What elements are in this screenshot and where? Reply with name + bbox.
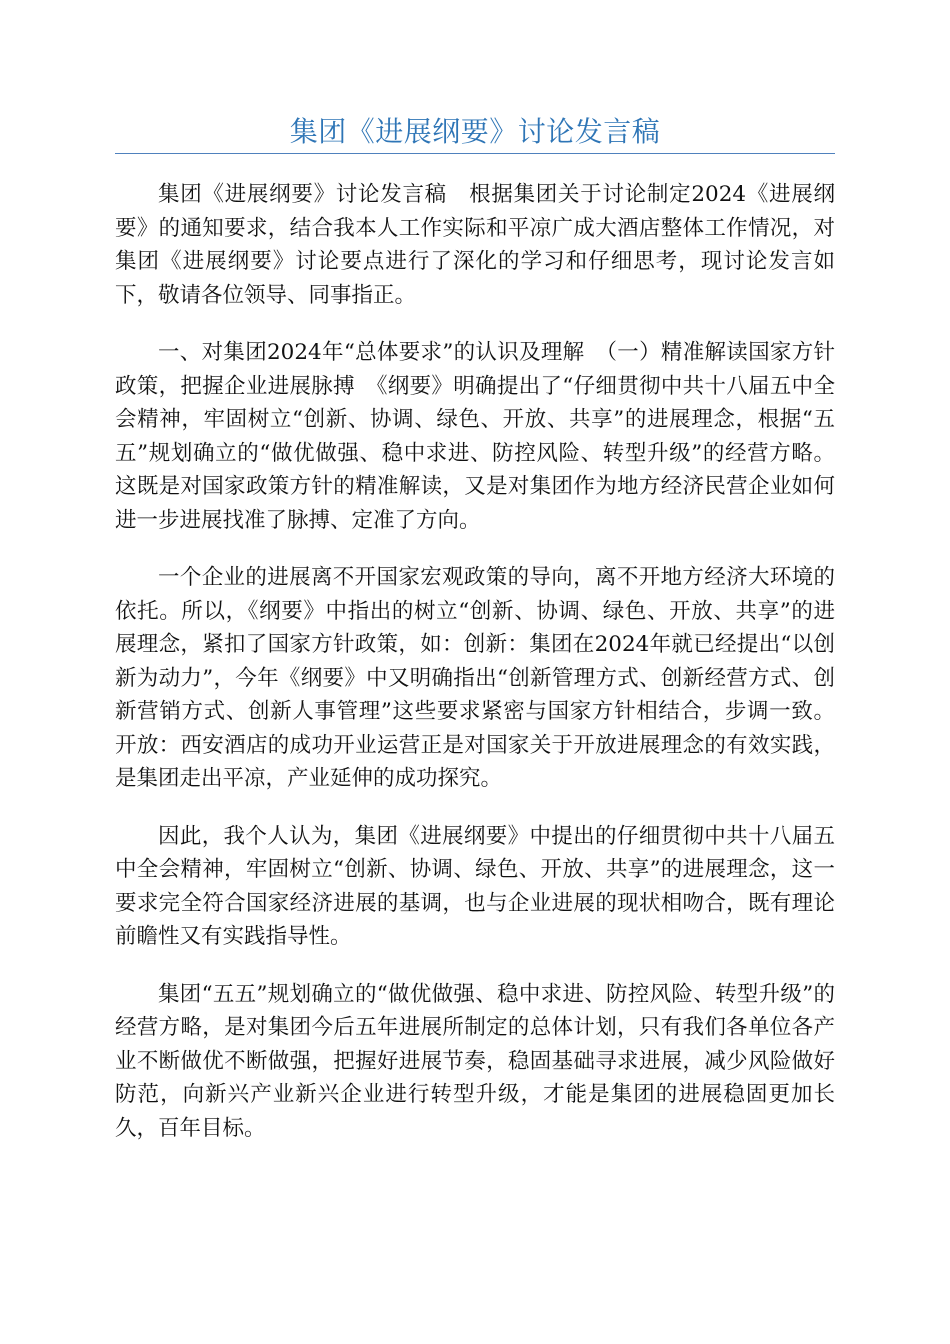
paragraph-strategy: 集团“五五”规划确立的“做优做强、稳中求进、防控风险、转型升级”的经营方略，是对集团今后五年进展所制定的总体计划，只有我们各单位各产业不断做优不断做强，把握好进展节奏，稳固基础寻求进展，减少风险做好防范，向新兴产业新兴企业进行转型升级，才能是集团的进展稳固更加长久，百年目标。 [115,981,835,1141]
paragraph-policy: 一个企业的进展离不开国家宏观政策的导向，离不开地方经济大环境的依托。所以，《纲要》中指出的树立“创新、协调、绿色、开放、共享”的进展理念，紧扣了国家方针政策，如：创新：集团在2024年就已经提出“以创新为动力”，今年《纲要》中又明确指出“创新管理方式、创新经营方式、创新营销方式、创新人事管理”这些要求紧密与国家方针相结合，步调一致。开放：西安酒店的成功开业运营正是对国家关于开放进展理念的有效实践，是集团走出平凉，产业延伸的成功探究。 [115,565,835,791]
document-title: 集团《进展纲要》讨论发言稿 [289,115,661,148]
document-body [115,178,835,1169]
paragraph-section-one: 一、对集团2024年“总体要求”的认识及理解 （一）精准解读国家方针政策，把握企业进展脉搏 《纲要》明确提出了“仔细贯彻中共十八届五中全会精神，牢固树立“创新、协调、绿色、开放、共享”的进展理念，根据“五五”规划确立的“做优做强、稳中求进、防控风险、转型升级”的经营方略。这既是对国家政策方针的精准解读，又是对集团作为地方经济民营企业如何进一步进展找准了脉搏、定准了方向。 [115,340,835,533]
paragraph-conclusion: 因此，我个人认为，集团《进展纲要》中提出的仔细贯彻中共十八届五中全会精神，牢固树立“创新、协调、绿色、开放、共享”的进展理念，这一要求完全符合国家经济进展的基调，也与企业进展的现状相吻合，既有理论前瞻性又有实践指导性。 [115,823,835,949]
title-underline [115,153,835,154]
paragraph-intro: 集团《进展纲要》讨论发言稿 根据集团关于讨论制定2024《进展纲要》的通知要求，结合我本人工作实际和平凉广成大酒店整体工作情况，对集团《进展纲要》讨论要点进行了深化的学习和仔细思考，现讨论发言如下，敬请各位领导、同事指正。 [115,182,835,308]
